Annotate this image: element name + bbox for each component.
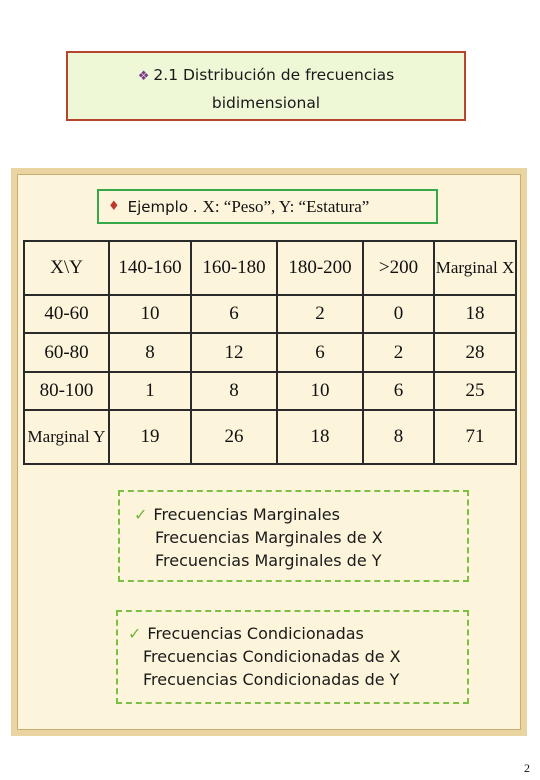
table-cell: 26 (191, 410, 277, 464)
row-label-cell: 40-60 (24, 295, 109, 333)
header-cell: Marginal X (434, 241, 516, 295)
header-cell: 140-160 (109, 241, 191, 295)
example-variables: X: “Peso”, Y: “Estatura” (202, 196, 370, 216)
table-cell: 2 (277, 295, 363, 333)
table-cell: 28 (434, 333, 516, 372)
marginales-item: Frecuencias Marginales de X (155, 528, 383, 547)
marginales-heading: Frecuencias Marginales (153, 505, 340, 524)
checkmark-icon: ✓ (134, 505, 148, 524)
table-row (24, 333, 516, 372)
condicionadas-heading: Frecuencias Condicionadas (147, 624, 364, 643)
checkmark-icon: ✓ (128, 624, 142, 643)
table-row (24, 410, 516, 464)
table-cell: 25 (434, 372, 516, 410)
slide-title-box (66, 51, 466, 121)
table-cell: 12 (191, 333, 277, 372)
table-cell: 18 (434, 295, 516, 333)
example-box (97, 189, 438, 224)
header-cell: 180-200 (277, 241, 363, 295)
table-cell: 6 (191, 295, 277, 333)
frequency-table (23, 240, 517, 465)
condicionadas-heading-line (128, 622, 467, 645)
slide-title-text: 2.1 Distribución de frecuencias (153, 66, 395, 84)
table-cell: 2 (363, 333, 434, 372)
table-row (24, 295, 516, 333)
condicionadas-item: Frecuencias Condicionadas de X (143, 647, 401, 666)
table-cell: 19 (109, 410, 191, 464)
slide-title-line-1 (68, 62, 464, 90)
table-cell: 0 (363, 295, 434, 333)
marginales-item: Frecuencias Marginales de Y (155, 551, 382, 570)
row-label-cell: 80-100 (24, 372, 109, 410)
table-cell: 1 (109, 372, 191, 410)
slide-title-line-2: bidimensional (211, 94, 321, 112)
table-cell: 8 (363, 410, 434, 464)
condicionadas-box (116, 610, 469, 704)
table-cell: 8 (191, 372, 277, 410)
page-number: 2 (524, 761, 530, 775)
table-cell: 10 (277, 372, 363, 410)
table-cell: 10 (109, 295, 191, 333)
marginales-heading-line (134, 503, 467, 526)
marginales-box (118, 490, 469, 582)
diamond-bullet-icon: ♦ (108, 199, 120, 214)
table-cell: 18 (277, 410, 363, 464)
row-label-cell: 60-80 (24, 333, 109, 372)
header-cell: 160-180 (191, 241, 277, 295)
row-label-cell: Marginal Y (24, 410, 109, 464)
table-cell: 6 (363, 372, 434, 410)
header-cell: >200 (363, 241, 434, 295)
header-cell: X\Y (24, 241, 109, 295)
table-cell: 6 (277, 333, 363, 372)
table-cell: 71 (434, 410, 516, 464)
table-cell: 8 (109, 333, 191, 372)
table-header-row (24, 241, 516, 295)
table-row (24, 372, 516, 410)
diamond-bullet-icon: ❖ (137, 69, 150, 84)
example-label: Ejemplo . (127, 197, 198, 216)
condicionadas-item: Frecuencias Condicionadas de Y (143, 670, 400, 689)
